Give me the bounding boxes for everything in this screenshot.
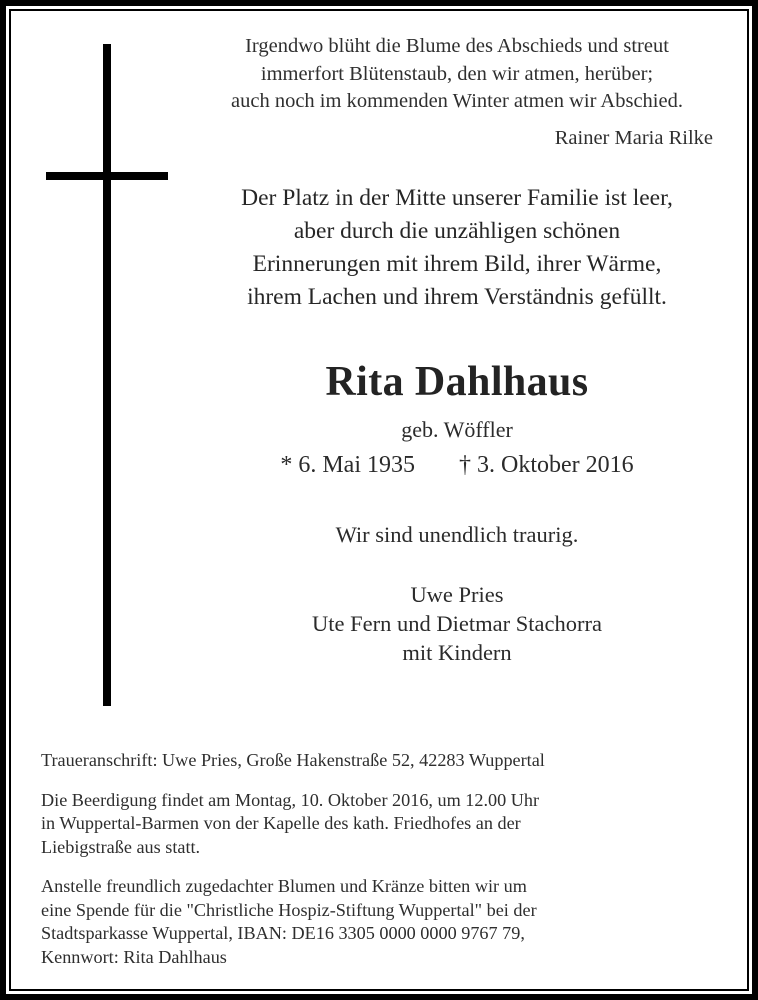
notice-content <box>11 11 747 989</box>
verse-line: Der Platz in der Mitte unserer Familie ist leer, <box>241 184 673 211</box>
upper-text-block <box>201 33 713 667</box>
condolence-address <box>41 749 717 773</box>
funeral-details <box>41 789 717 860</box>
deceased-maiden-name: geb. Wöffler <box>401 416 513 442</box>
mourner-line: mit Kindern <box>402 639 512 665</box>
donation-request <box>41 875 717 969</box>
footer-line: Liebigstraße aus statt. <box>41 836 201 857</box>
mourner-line: Ute Fern und Dietmar Stachorra <box>312 610 602 636</box>
birth-date: * 6. Mai 1935 <box>280 451 415 478</box>
quote-line: auch noch im kommenden Winter atmen wir Abschied. <box>231 90 683 112</box>
frame-white-gap <box>6 6 752 994</box>
memorial-verse <box>201 182 713 314</box>
mourners-list <box>201 580 713 667</box>
death-date: † 3. Oktober 2016 <box>459 451 634 478</box>
quote-author: Rainer Maria Rilke <box>554 126 713 149</box>
quote-line: immerfort Blütenstaub, den wir atmen, herüber; <box>260 62 654 85</box>
quote-line: Irgendwo blüht die Blume des Abschieds und streut <box>245 35 669 57</box>
notice-sheet <box>11 11 747 989</box>
footer-line: Anstelle freundlich zugedachter Blumen und Kränze bitten wir um <box>41 876 527 896</box>
grief-statement: Wir sind unendlich traurig. <box>335 521 579 547</box>
notice-footer <box>41 749 717 969</box>
footer-line: Traueranschrift: Uwe Pries, Große Hakenstraße 52, 42283 Wuppertal <box>41 750 545 770</box>
verse-line: aber durch die unzähligen schönen <box>293 217 621 244</box>
verse-line: Erinnerungen mit ihrem Bild, ihrer Wärme, <box>252 250 662 277</box>
life-dates <box>201 450 713 480</box>
footer-line: Stadtsparkasse Wuppertal, IBAN: DE16 3305 0000 0000 9767 79, <box>41 923 525 943</box>
frame-inner-rule <box>9 9 749 991</box>
footer-line: Die Beerdigung findet am Montag, 10. Oktober 2016, um 12.00 Uhr <box>41 789 540 810</box>
quote-text <box>201 33 713 116</box>
footer-line: Kennwort: Rita Dahlhaus <box>41 946 227 967</box>
deceased-name: Rita Dahlhaus <box>325 358 589 405</box>
verse-line: ihrem Lachen und ihrem Verständnis gefüllt. <box>247 283 667 310</box>
footer-line: in Wuppertal-Barmen von der Kapelle des kath. Friedhofes an der <box>41 813 521 833</box>
mourner-line: Uwe Pries <box>410 581 504 607</box>
footer-line: eine Spende für die "Christliche Hospiz-Stiftung Wuppertal" bei der <box>41 899 537 920</box>
